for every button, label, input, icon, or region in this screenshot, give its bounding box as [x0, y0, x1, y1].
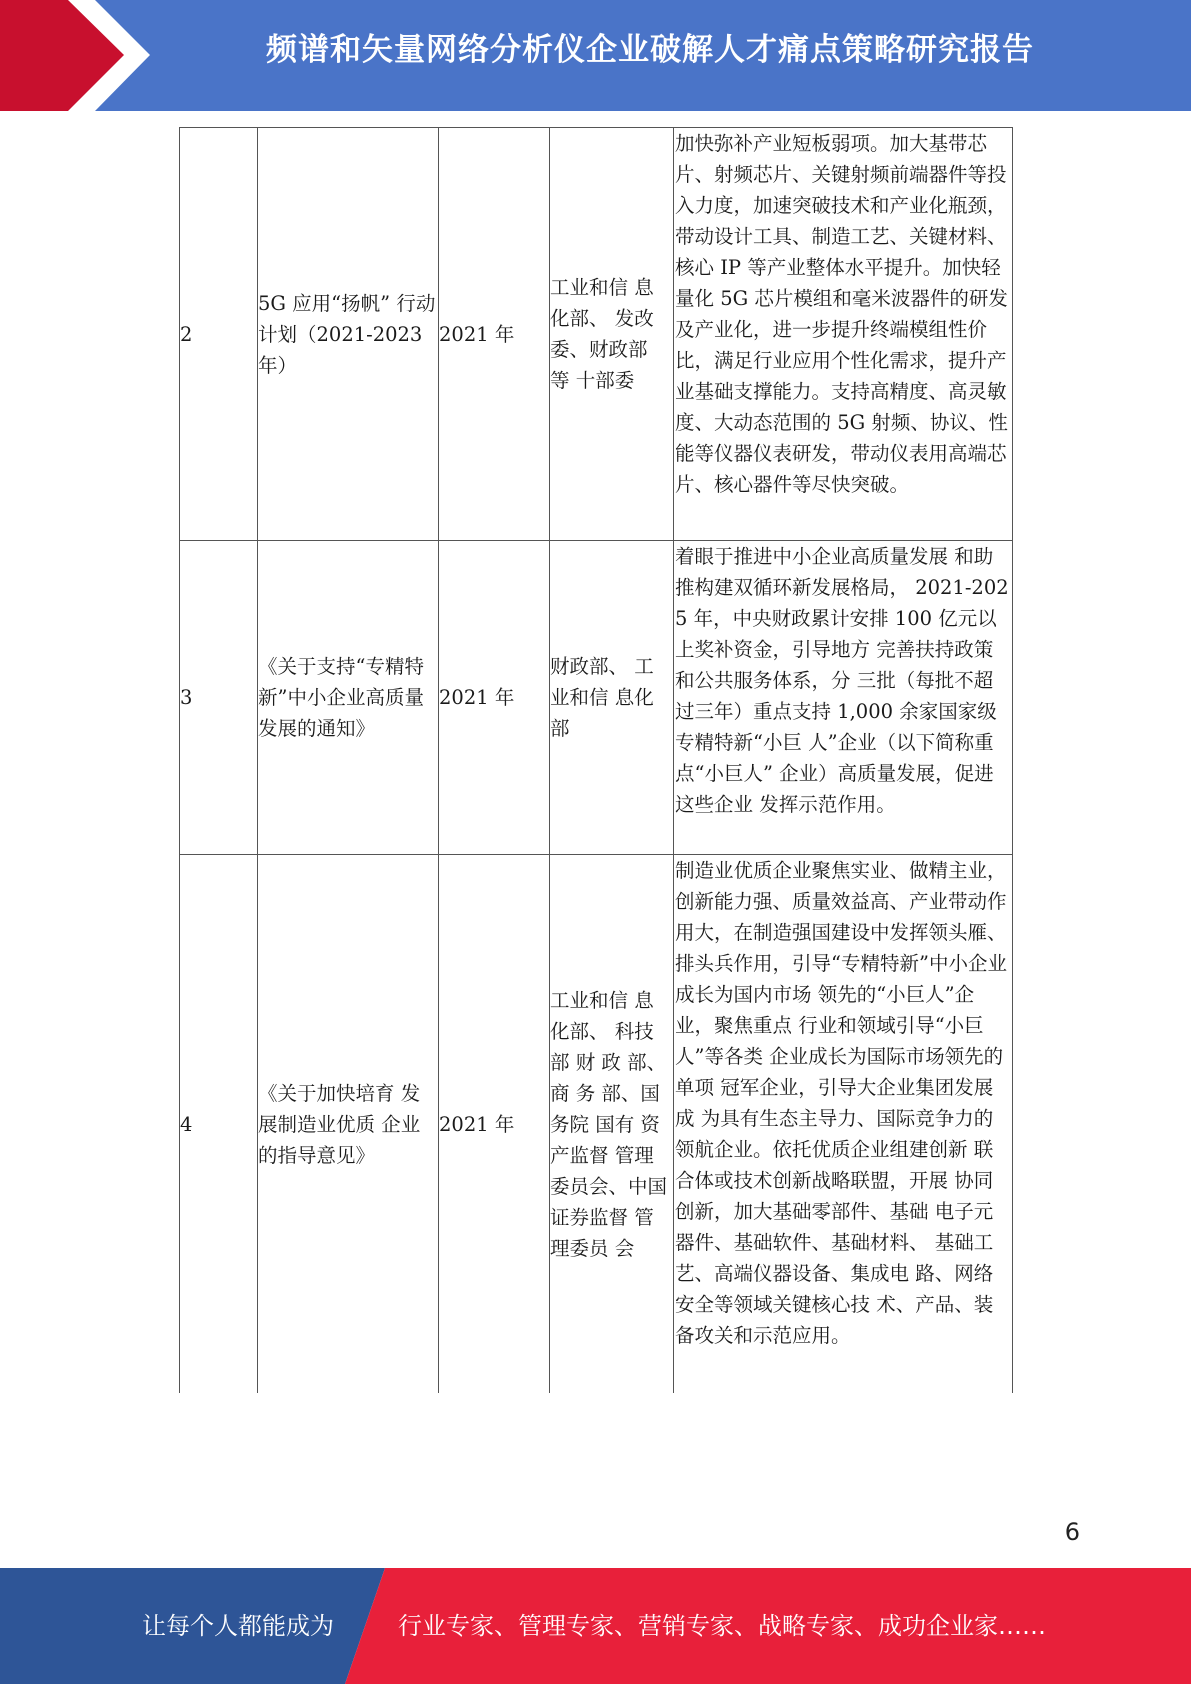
page-footer — [0, 1568, 1191, 1684]
page-header — [0, 0, 1191, 111]
footer-slogan-left: 让每个人都能成为 — [142, 1612, 334, 1640]
issuing-department: 财政部、 工业和信 息化部 — [550, 541, 674, 855]
issuing-department: 工业和信 息化部、 发改委、财政部 等 十部委 — [550, 128, 674, 541]
policy-description: 制造业优质企业聚焦实业、做精主业，创新能力强、质量效益高、产业带动作用大，在制造强国建设中发挥领头雁、排头兵作用，引导“专精特新”中小企业成长为国内市场 领先的“小巨人”企业，聚焦重点 行业和领域引导“小巨人”等各类 企业成长为国际市场领先的单项 冠军企业，引导大企业集团发展成 为具有生态主导力、国际竞争力的 领航企业。依托优质企业组建创新 联合体或技术创新战略联盟，开展 协同创新，加大基础零部件、基础 电子元器件、基础软件、基础材料、 基础工艺、高端仪器设备、集成电 路、网络安全等领域关键核心技 术、产品、装备攻关和示范应用。 — [674, 855, 1013, 1394]
policy-year: 2021 年 — [439, 128, 550, 541]
report-title: 频谱和矢量网络分析仪企业破解人才痛点策略研究报告 — [266, 32, 1034, 68]
page-number: 6 — [1064, 1518, 1080, 1546]
policy-name: 《关于加快培育 发展制造业优质 企业的指导意见》 — [258, 855, 439, 1394]
policy-description: 加快弥补产业短板弱项。加大基带芯片、射频芯片、关键射频前端器件等投入力度，加速突破技术和产业化瓶颈，带动设计工具、制造工艺、关键材料、核心 IP 等产业整体水平提升。加快轻量化 5G 芯片模组和毫米波器件的研发及产业化，进一步提升终端模组性价比，满足行业应用个性化需求，提升产业基础支撑能力。支持高精度、高灵敏度、大动态范围的 5G 射频、协议、性能等仪器仪表研发，带动仪表用高端芯片、核心器件等尽快突破。 — [674, 128, 1013, 541]
table-row — [180, 855, 1013, 1394]
table-row — [180, 541, 1013, 855]
policy-year: 2021 年 — [439, 541, 550, 855]
row-number: 4 — [180, 855, 258, 1394]
issuing-department: 工业和信 息化部、 科技部 财 政 部、商 务 部、国 务院 国有 资产监督 管理委员会、中国 证券监督 管理委员 会 — [550, 855, 674, 1394]
row-number: 3 — [180, 541, 258, 855]
header-arrow-decoration — [0, 0, 160, 111]
footer-slogan-right: 行业专家、管理专家、营销专家、战略专家、成功企业家…… — [398, 1612, 1046, 1640]
policy-name: 《关于支持“专精特新”中小企业高质量发展的通知》 — [258, 541, 439, 855]
table-row — [180, 128, 1013, 541]
policy-description: 着眼于推进中小企业高质量发展 和助推构建双循环新发展格局， 2021-2025 年，中央财政累计安排 100 亿元以上奖补资金，引导地方 完善扶持政策和公共服务体系，分 三批（每批不超过三年）重点支持 1,000 余家国家级专精特新“小巨 人”企业（以下简称重点“小巨人” 企业）高质量发展，促进这些企业 发挥示范作用。 — [674, 541, 1013, 855]
policy-table — [179, 127, 1013, 1393]
policy-name: 5G 应用“扬帆” 行动计划（2021-2023 年） — [258, 128, 439, 541]
policy-year: 2021 年 — [439, 855, 550, 1394]
row-number: 2 — [180, 128, 258, 541]
